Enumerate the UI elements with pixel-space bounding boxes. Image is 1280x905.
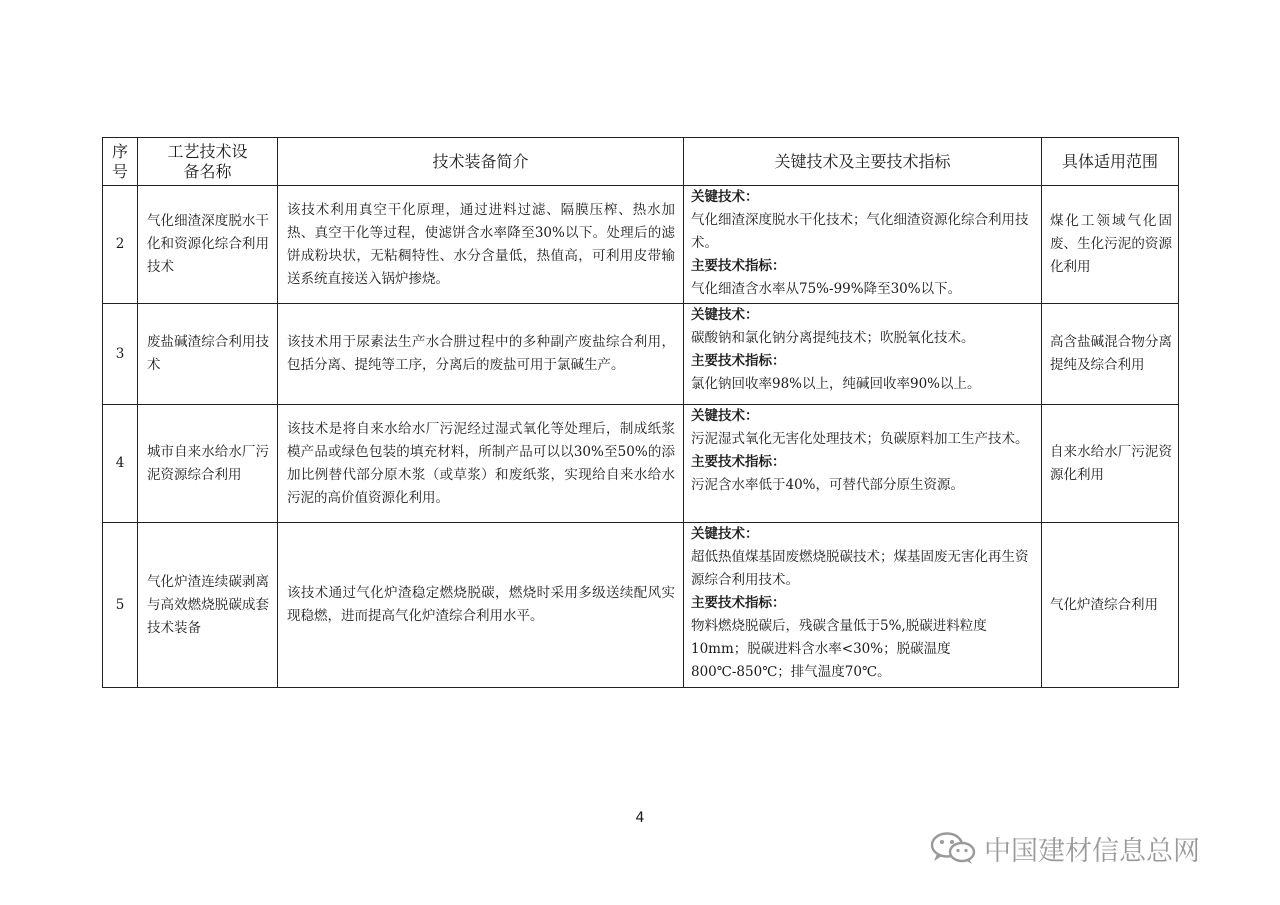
row-description: 该技术通过气化炉渣稳定燃烧脱碳，燃烧时采用多级送续配风实现稳燃，进而提高气化炉渣综合利用水平。 — [278, 523, 684, 688]
row-description: 该技术利用真空干化原理，通过进料过滤、隔膜压榨、热水加热、真空干化等过程，使滤饼含水率降至30%以下。处理后的滤饼成粉块状，无粘稠特性、水分含量低，热值高，可利用皮带输送系统直接送入锅炉掺烧。 — [278, 186, 684, 304]
main-index-text: 物料燃烧脱碳后，残碳含量低于5%,脱碳进料粒度10mm；脱碳进料含水率<30%；脱碳温度800℃-850℃；排气温度70℃。 — [691, 618, 987, 680]
main-index-text: 氯化钠回收率98%以上，纯碱回收率90%以上。 — [691, 376, 981, 392]
table-row — [103, 523, 1179, 688]
header-key-technology: 关键技术及主要技术指标 — [684, 138, 1042, 186]
header-scope: 具体适用范围 — [1042, 138, 1179, 186]
table-row — [103, 186, 1179, 304]
key-tech-text: 碳酸钠和氯化钠分离提纯技术；吹脱氧化技术。 — [691, 330, 975, 346]
key-tech-label: 关键技术： — [691, 307, 759, 323]
row-number: 3 — [103, 304, 138, 405]
row-key-technology — [684, 523, 1042, 688]
row-key-technology — [684, 186, 1042, 304]
row-number: 4 — [103, 405, 138, 523]
key-tech-text: 污泥湿式氧化无害化处理技术；负碳原料加工生产技术。 — [691, 431, 1029, 447]
row-name: 气化炉渣连续碳剥离与高效燃烧脱碳成套技术装备 — [138, 523, 278, 688]
table-header-row — [103, 138, 1179, 186]
main-index-text: 污泥含水率低于40%，可替代部分原生资源。 — [691, 477, 965, 493]
key-tech-label: 关键技术： — [691, 408, 759, 424]
key-tech-text: 超低热值煤基固废燃烧脱碳技术；煤基固废无害化再生资源综合利用技术。 — [691, 549, 1029, 588]
watermark-text: 中国建材信息总网 — [984, 835, 1200, 867]
row-scope: 自来水给水厂污泥资源化利用 — [1042, 405, 1179, 523]
header-description: 技术装备简介 — [278, 138, 684, 186]
key-tech-text: 气化细渣深度脱水干化技术；气化细渣资源化综合利用技术。 — [691, 212, 1029, 251]
row-name: 废盐碱渣综合利用技术 — [138, 304, 278, 405]
key-tech-label: 关键技术： — [691, 189, 759, 205]
main-index-label: 主要技术指标： — [691, 595, 786, 611]
header-serial-number: 序号 — [103, 138, 138, 186]
row-name: 气化细渣深度脱水干化和资源化综合利用技术 — [138, 186, 278, 304]
row-number: 5 — [103, 523, 138, 688]
watermark — [928, 828, 1200, 868]
row-description: 该技术是将自来水给水厂污泥经过湿式氧化等处理后，制成纸浆模产品或绿色包装的填充材料，所制产品可以以30%至50%的添加比例替代部分原木浆（或草浆）和废纸浆，实现给自来水给水污泥的高价值资源化利用。 — [278, 405, 684, 523]
key-tech-label: 关键技术： — [691, 526, 759, 542]
main-index-label: 主要技术指标： — [691, 353, 786, 369]
header-process-name: 工艺技术设备名称 — [138, 138, 278, 186]
row-scope: 气化炉渣综合利用 — [1042, 523, 1179, 688]
row-name: 城市自来水给水厂污泥资源综合利用 — [138, 405, 278, 523]
page-number: 4 — [635, 810, 645, 826]
main-index-label: 主要技术指标： — [691, 454, 786, 470]
row-scope: 煤化工领域气化固废、生化污泥的资源化利用 — [1042, 186, 1179, 304]
row-key-technology — [684, 304, 1042, 405]
table-row — [103, 405, 1179, 523]
wechat-icon — [928, 831, 978, 865]
main-index-text: 气化细渣含水率从75%-99%降至30%以下。 — [691, 281, 962, 297]
row-number: 2 — [103, 186, 138, 304]
table-row — [103, 304, 1179, 405]
main-index-label: 主要技术指标： — [691, 258, 786, 274]
row-key-technology — [684, 405, 1042, 523]
technology-table — [102, 137, 1179, 688]
row-scope: 高含盐碱混合物分离提纯及综合利用 — [1042, 304, 1179, 405]
row-description: 该技术用于尿素法生产水合肼过程中的多种副产废盐综合利用，包括分离、提纯等工序，分离后的废盐可用于氯碱生产。 — [278, 304, 684, 405]
